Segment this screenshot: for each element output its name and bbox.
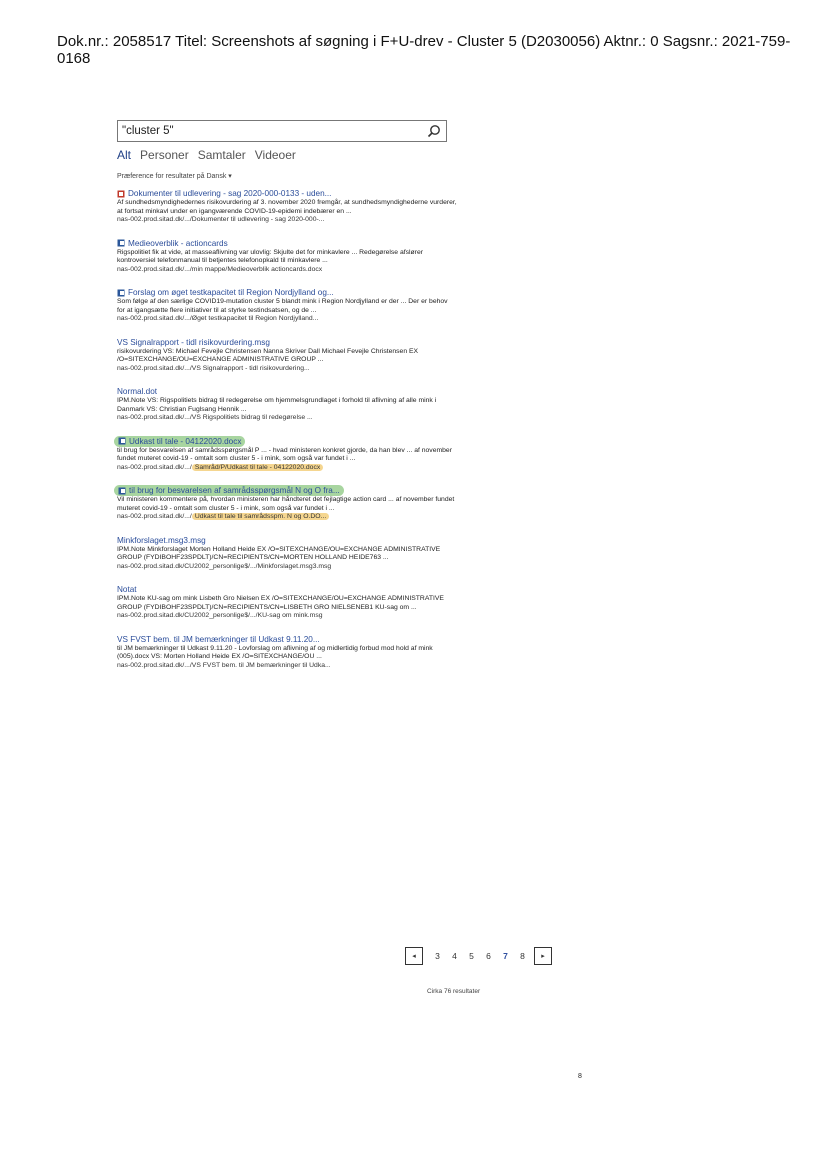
result-path-prefix: nas-002.prod.sitad.dk/.../ xyxy=(117,463,192,471)
result-snippet: risikovurdering VS: Michael Fevejle Christensen Nanna Skriver Dall Michael Fevejle Christensen EX /O=SITEXCHANGE/OU=EXCHANGE ADMINISTRATIVE GROUP ... xyxy=(117,347,419,363)
result-title-row[interactable] xyxy=(117,584,457,595)
result-title-row[interactable] xyxy=(117,386,457,397)
result-snippet: IPM.Note KU-sag om mink Lisbeth Gro Nielsen EX /O=SITEXCHANGE/OU=EXCHANGE ADMINISTRATIVE GROUP (FYDIBOHF23SPDLT)/CN=RECIPIENTS/CN=LISBETH GRO NIELSENEB1 KU-sag om ... xyxy=(117,595,444,611)
word-file-icon xyxy=(117,239,125,247)
tab-samtaler[interactable]: Samtaler xyxy=(197,148,246,162)
tab-alt[interactable]: Alt xyxy=(117,148,132,162)
result-title[interactable]: Forslag om øget testkapacitet til Region Nordjylland og... xyxy=(128,288,334,297)
search-results-panel xyxy=(117,120,457,683)
result-snippet: IPM.Note Minkforslaget Morten Holland Heide EX /O=SITEXCHANGE/OU=EXCHANGE ADMINISTRATIVE GROUP (FYDIBOHF23SPDLT)/CN=RECIPIENTS/CN=MORTEN HOLLAND HEIDE763 ... xyxy=(117,545,441,561)
result-snippet: til brug for besvarelsen af samrådsspørgsmål P ... - hvad ministeren konkret gjorde, da han blev ... af november fundet muteret covid-19 - omtalt som cluster 5 - i mink, som også var fundet i ... xyxy=(117,446,452,462)
tab-personer[interactable]: Personer xyxy=(140,148,189,162)
result-item xyxy=(117,634,457,671)
word-file-icon xyxy=(118,437,126,445)
result-snippet: Af sundhedsmyndighedernes risikovurdering af 3. november 2020 fremgår, at sundhedsmyndighederne vurderer, at fortsat minkavl under en igangværende COVID-19-epidemi indebærer en ... xyxy=(117,199,457,215)
result-title-row[interactable] xyxy=(117,634,457,645)
result-title[interactable]: Medieoverblik - actioncards xyxy=(128,238,228,248)
result-title-row[interactable] xyxy=(114,485,344,496)
result-item xyxy=(117,287,457,324)
result-path[interactable] xyxy=(117,513,457,522)
word-file-icon xyxy=(117,289,125,297)
search-icon[interactable] xyxy=(426,123,442,139)
result-item xyxy=(117,535,457,572)
result-title-row[interactable] xyxy=(117,535,457,546)
result-item xyxy=(117,337,457,374)
result-path[interactable]: nas-002.prod.sitad.dk/.../min mappe/Medieoverblik actioncards.docx xyxy=(117,265,323,273)
result-path[interactable]: nas-002.prod.sitad.dk/.../VS Signalrapport - tidl risikovurdering... xyxy=(117,364,310,372)
result-snippet: Vil ministeren kommentere på, hvordan ministeren har håndteret det fejlagtige action card ... af november fundet muteret covid-19 - omtalt som cluster 5 - i mink, som også var fundet i ... xyxy=(117,496,455,512)
prev-page-button[interactable]: ◂ xyxy=(405,947,423,965)
word-file-icon xyxy=(118,487,126,495)
page-link[interactable]: 4 xyxy=(452,951,457,961)
document-header: Dok.nr.: 2058517 Titel: Screenshots af søgning i F+U-drev - Cluster 5 (D2030056) Aktnr.: 0 Sagsnr.: 2021-759-0168 xyxy=(57,33,791,67)
tab-videoer[interactable]: Videoer xyxy=(254,148,296,162)
result-count: Cirka 76 resultater xyxy=(427,988,481,995)
page-link[interactable]: 3 xyxy=(435,951,440,961)
result-title[interactable]: til brug for besvarelsen af samrådsspørgsmål N og O fra... xyxy=(129,486,340,495)
pagination xyxy=(405,947,552,965)
page-number: 8 xyxy=(578,1073,582,1080)
result-path[interactable]: nas-002.prod.sitad.dk/CU2002_personlige$/.../Minkforslaget.msg3.msg xyxy=(117,562,332,570)
result-title-row[interactable] xyxy=(117,188,457,199)
result-title[interactable]: Notat xyxy=(117,585,137,594)
result-title[interactable]: VS Signalrapport - tidl risikovurdering.msg xyxy=(117,337,270,347)
search-tabs xyxy=(117,148,457,162)
result-path[interactable]: nas-002.prod.sitad.dk/.../Øget testkapacitet til Region Nordjylland... xyxy=(117,315,319,322)
result-path[interactable]: nas-002.prod.sitad.dk/.../Dokumenter til udlevering - sag 2020-000-... xyxy=(117,216,325,223)
result-title[interactable]: VS FVST bem. til JM bemærkninger til Udkast 9.11.20... xyxy=(117,634,320,644)
language-preference[interactable]: Præference for resultater på Dansk ▾ xyxy=(117,173,232,180)
page-link[interactable]: 6 xyxy=(486,951,491,961)
result-path[interactable] xyxy=(117,464,457,473)
result-item xyxy=(117,238,457,275)
result-title[interactable]: Minkforslaget.msg3.msg xyxy=(117,535,206,545)
result-item xyxy=(117,584,457,621)
result-snippet: Rigspolitiet fik at vide, at masseaflivning var ulovlig: Skjulte det for minkavlere ... Redegørelse afslører kontroversiel telefonmanual til betjentes telefonopkald til minkavlere ... xyxy=(117,248,423,264)
result-snippet: til JM bemærkninger til Udkast 9.11.20 - Lovforslag om aflivning af og midlertidig forbud mod hold af mink (005).docx VS: Morten Holland Heide EX /O=SITEXCHANGE/OU ... xyxy=(117,644,433,660)
result-item xyxy=(117,386,457,423)
result-path[interactable]: nas-002.prod.sitad.dk/.../VS Rigspolitiets bidrag til redegørelse ... xyxy=(117,414,313,421)
result-item xyxy=(117,485,457,522)
result-title-row[interactable] xyxy=(117,287,457,298)
result-path-highlight: Udkast til tale til samrådsspm. N og O.DO... xyxy=(192,513,329,520)
page-link[interactable]: 8 xyxy=(520,951,525,961)
pdf-file-icon xyxy=(117,190,125,198)
result-item xyxy=(117,188,457,225)
result-title[interactable]: Normal.dot xyxy=(117,387,158,396)
next-page-button[interactable]: ▸ xyxy=(534,947,552,965)
current-page[interactable]: 7 xyxy=(503,951,508,961)
result-title[interactable]: Udkast til tale - 04122020.docx xyxy=(129,436,242,446)
result-path-highlight: Samråd/P/Udkast til tale - 04122020.docx xyxy=(192,464,323,471)
result-item xyxy=(117,436,457,473)
results-list xyxy=(117,188,457,670)
result-path[interactable]: nas-002.prod.sitad.dk/CU2002_personlige$/.../KU-sag om mink.msg xyxy=(117,612,323,619)
result-title-row[interactable] xyxy=(117,238,457,249)
result-snippet: Som følge af den særlige COVID19-mutation cluster 5 blandt mink i Region Nordjylland er der ... Der er behov for at igangsætte flere initiativer til at styrke testindsatsen, og de ... xyxy=(117,298,448,314)
result-title-row[interactable] xyxy=(114,436,245,447)
search-input[interactable] xyxy=(122,125,426,137)
page-link[interactable]: 5 xyxy=(469,951,474,961)
search-box[interactable] xyxy=(117,120,447,142)
result-title[interactable]: Dokumenter til udlevering - sag 2020-000-0133 - uden... xyxy=(128,189,332,198)
result-snippet: IPM.Note VS: Rigspolitiets bidrag til redegørelse om hjemmelsgrundlaget i forhold til aflivning af alle mink i Danmark VS: Christian Fuglsang Hennik ... xyxy=(117,397,437,413)
result-title-row[interactable] xyxy=(117,337,457,348)
result-path[interactable]: nas-002.prod.sitad.dk/.../VS FVST bem. til JM bemærkninger til Udka... xyxy=(117,661,331,669)
result-path-prefix: nas-002.prod.sitad.dk/.../ xyxy=(117,513,192,520)
